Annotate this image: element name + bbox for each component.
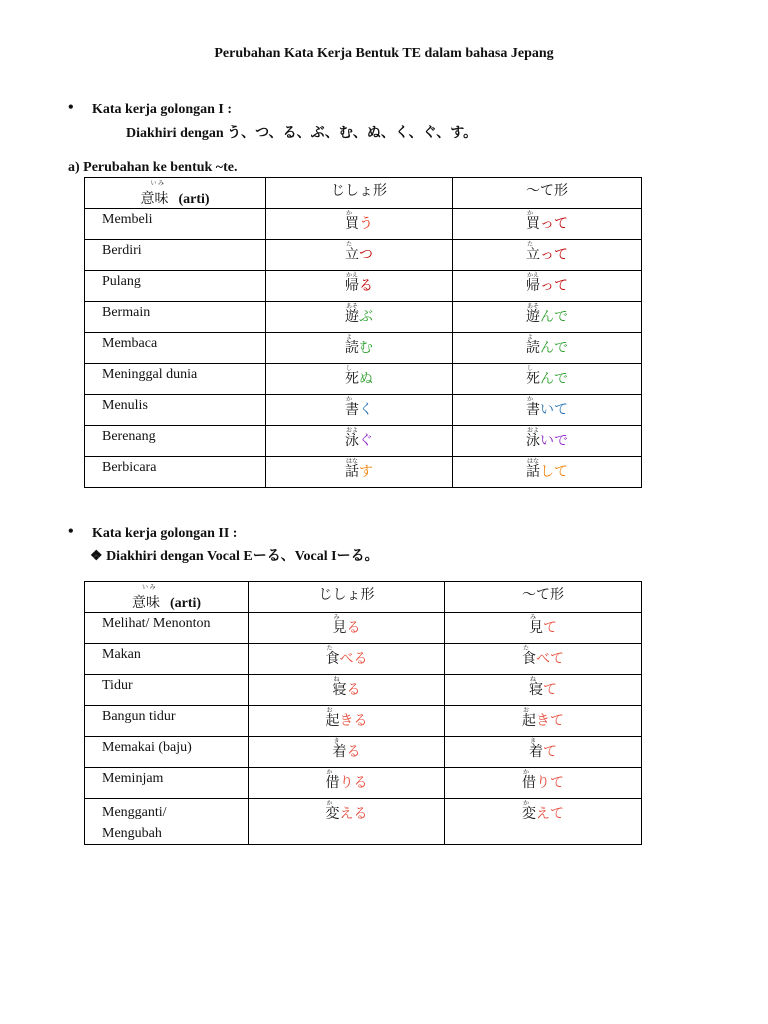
header-arti [85,582,249,613]
table-row [85,644,642,675]
kanji: 着 [332,744,347,760]
arti-cell: Bermain [85,302,266,333]
arti-cell: Melihat/ Menonton [85,613,249,644]
te-form-cell [453,209,642,240]
furigana: き [333,738,340,745]
table-row [85,426,642,457]
kanji: 書 [526,402,540,418]
okurigana: て [543,682,557,698]
okurigana: る [346,682,361,698]
okurigana: る [346,620,361,636]
te-form-cell [453,333,642,364]
header-te: ～て形 [453,178,642,209]
jisho-form-cell [266,457,453,488]
te-form-cell [453,302,642,333]
table-row [85,364,642,395]
kanji: 寝 [332,682,347,698]
furigana: よ [346,334,353,341]
header-arti [85,178,266,209]
bullet-dot: • [68,99,74,116]
okurigana: して [540,464,568,480]
furigana: か [346,210,353,217]
kanji: 食 [522,651,536,667]
te-form-cell [453,395,642,426]
kanji: 帰 [526,278,540,294]
jisho-form-cell [266,333,453,364]
furigana: た [326,645,333,652]
group2-heading: Kata kerja golongan II : [92,526,238,541]
arti-cell: Membaca [85,333,266,364]
furigana: た [523,645,530,652]
table-row [85,737,642,768]
kanji: 死 [345,371,359,387]
jisho-form-cell [249,613,445,644]
kanji: 遊 [526,309,540,325]
kanji: 遊 [345,309,359,325]
furigana: し [346,365,353,372]
kanji: 変 [522,806,536,822]
okurigana: って [540,278,568,294]
kanji: 読 [526,340,540,356]
okurigana: んで [540,309,568,325]
kanji: 食 [325,651,340,667]
group1-heading-block [68,99,232,118]
furigana: み [530,614,537,621]
furigana: およ [527,427,540,434]
arti-cell: Mengganti/ Mengubah [85,799,249,845]
header-te: ～て形 [445,582,642,613]
kanji: 書 [345,402,359,418]
furigana: あそ [527,303,540,310]
okurigana: いで [540,433,568,449]
verb-table-group2 [84,581,642,845]
te-form-cell [453,240,642,271]
okurigana: く [359,402,373,418]
table-row [85,302,642,333]
jisho-form-cell [249,799,445,845]
te-form-cell [453,271,642,302]
table-row [85,240,642,271]
table-header-row [85,178,642,209]
furigana: か [523,800,530,807]
furigana: か [326,769,333,776]
furigana: お [523,707,530,714]
kanji: 寝 [529,682,543,698]
arti-cell: Berdiri [85,240,266,271]
te-form-cell [445,675,642,706]
okurigana: す [359,464,373,480]
furigana: か [326,800,333,807]
header-jisho: じしょ形 [249,582,445,613]
okurigana: べて [536,651,564,667]
kanji: 死 [526,371,540,387]
jisho-form-cell [249,737,445,768]
table-row [85,271,642,302]
okurigana: う [359,216,373,232]
te-form-cell [453,364,642,395]
okurigana: つ [359,247,373,263]
group1-heading: Kata kerja golongan I : [92,102,232,117]
okurigana: いて [540,402,568,418]
okurigana: って [540,247,568,263]
section-a-label: a) Perubahan ke bentuk ~te. [68,160,238,175]
furigana: か [527,396,534,403]
header-arti-kanji: 意味 [140,191,169,207]
jisho-form-cell [249,644,445,675]
okurigana: ぶ [359,309,373,325]
table-row [85,768,642,799]
arti-cell: Pulang [85,271,266,302]
table-row [85,395,642,426]
furigana: あそ [346,303,359,310]
arti-cell: Membeli [85,209,266,240]
kanji: 立 [526,247,540,263]
okurigana: りる [339,775,368,791]
okurigana: む [359,340,373,356]
group2-ending-text: Diakhiri dengan Vocal Eーる、Vocal Iーる。 [106,549,379,564]
furigana: み [333,614,340,621]
kanji: 泳 [526,433,540,449]
header-arti-ruby: い み [141,585,156,591]
bullet-dot: • [68,523,74,540]
furigana: お [326,707,333,714]
te-form-cell [445,799,642,845]
jisho-form-cell [249,675,445,706]
header-jisho: じしょ形 [266,178,453,209]
kanji: 立 [345,247,359,263]
jisho-form-cell [266,426,453,457]
kanji: 借 [325,775,340,791]
okurigana: んで [540,371,568,387]
arti-cell: Menulis [85,395,266,426]
jisho-form-cell [266,240,453,271]
furigana: か [346,396,353,403]
table-header-row [85,582,642,613]
kanji: 読 [345,340,359,356]
kanji: 着 [529,744,543,760]
document-title: Perubahan Kata Kerja Bentuk TE dalam bahasa Jepang [214,46,554,61]
arti-cell: Meminjam [85,768,249,799]
kanji: 見 [529,620,543,636]
furigana: ね [530,676,537,683]
okurigana: りて [536,775,564,791]
jisho-form-cell [266,302,453,333]
furigana: た [346,241,353,248]
header-arti-label: (arti) [169,596,202,611]
furigana: か [523,769,530,776]
furigana: およ [346,427,359,434]
arti-cell: Berenang [85,426,266,457]
jisho-form-cell [266,364,453,395]
okurigana: えて [536,806,564,822]
furigana: かえ [346,272,359,279]
te-form-cell [445,644,642,675]
kanji: 借 [522,775,536,791]
okurigana: える [339,806,368,822]
arti-cell: Memakai (baju) [85,737,249,768]
table-row [85,675,642,706]
arti-cell: Meninggal dunia [85,364,266,395]
header-arti-label: (arti) [178,192,210,207]
kanji: 起 [522,713,536,729]
kanji: 変 [325,806,340,822]
okurigana: ぐ [359,433,373,449]
arti-cell: Makan [85,644,249,675]
arti-cell: Tidur [85,675,249,706]
header-arti-kanji: 意味 [131,595,160,611]
furigana: た [527,241,534,248]
furigana: し [527,365,534,372]
okurigana: きる [339,713,368,729]
jisho-form-cell [266,395,453,426]
table-row [85,209,642,240]
jisho-form-cell [249,706,445,737]
okurigana: て [543,620,557,636]
jisho-form-cell [249,768,445,799]
te-form-cell [445,706,642,737]
arti-cell: Berbicara [85,457,266,488]
furigana: かえ [527,272,540,279]
kanji: 起 [325,713,340,729]
te-form-cell [453,457,642,488]
okurigana: る [359,278,373,294]
kanji: 話 [526,464,540,480]
furigana: はな [527,458,540,465]
furigana: き [530,738,537,745]
te-form-cell [445,613,642,644]
header-arti-ruby: い み [150,181,164,187]
table-row [85,613,642,644]
okurigana: んで [540,340,568,356]
okurigana: って [540,216,568,232]
kanji: 買 [526,216,540,232]
furigana: ね [333,676,340,683]
okurigana: て [543,744,557,760]
okurigana: る [346,744,361,760]
table-row [85,706,642,737]
group2-heading-block [68,523,238,542]
furigana: よ [527,334,534,341]
diamond-icon: ❖ [90,549,103,564]
group1-ending-line: Diakhiri dengan う、つ、る、ぶ、む、ぬ、く、ぐ、す。 [126,126,478,141]
furigana: か [527,210,534,217]
jisho-form-cell [266,209,453,240]
table-row [85,333,642,364]
kanji: 買 [345,216,359,232]
verb-table-group1 [84,177,642,488]
kanji: 話 [345,464,359,480]
furigana: はな [346,458,359,465]
kanji: 帰 [345,278,359,294]
kanji: 見 [332,620,347,636]
te-form-cell [445,768,642,799]
te-form-cell [445,737,642,768]
table-row [85,799,642,845]
okurigana: べる [339,651,368,667]
te-form-cell [453,426,642,457]
group2-ending-line [90,545,379,565]
kanji: 泳 [345,433,359,449]
okurigana: ぬ [359,371,373,387]
arti-cell: Bangun tidur [85,706,249,737]
okurigana: きて [536,713,564,729]
table-row [85,457,642,488]
jisho-form-cell [266,271,453,302]
